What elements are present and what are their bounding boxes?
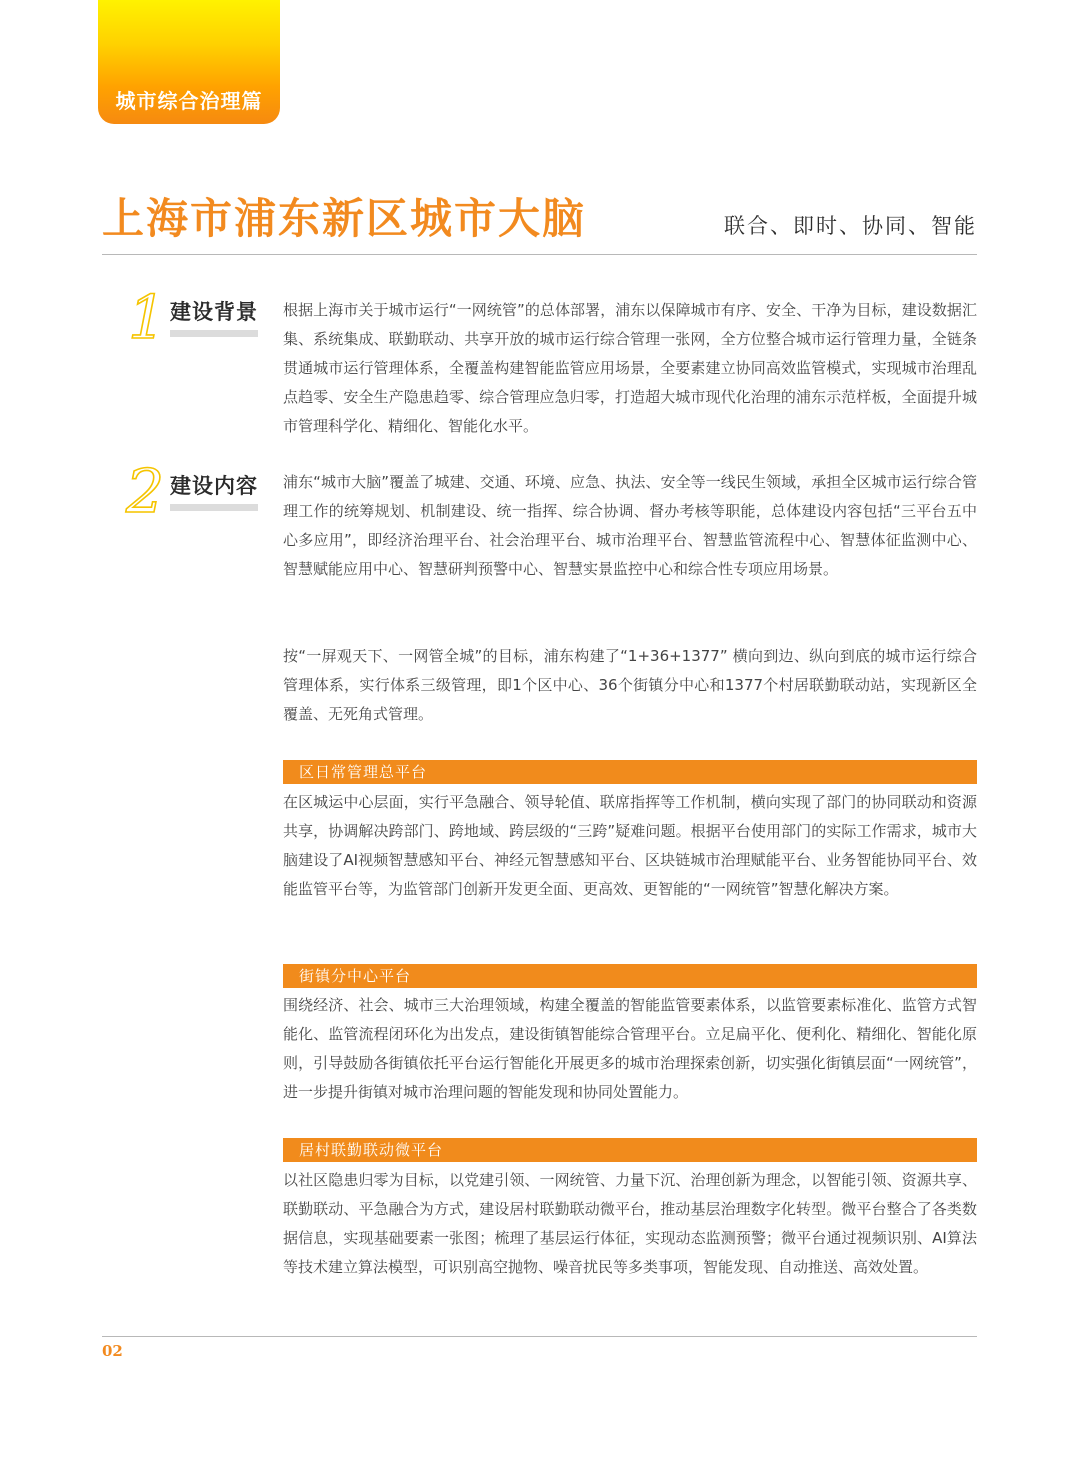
- numeral-one-icon: [124, 284, 172, 348]
- svg-text:1: 1: [128, 284, 167, 348]
- section-heading-background: [124, 284, 274, 354]
- platform-heading-street: 街镇分中心平台: [283, 964, 977, 988]
- svg-text:2: 2: [126, 458, 165, 522]
- section-tab: [98, 0, 280, 124]
- section-tab-label: 城市综合治理篇: [115, 89, 263, 113]
- page-title: 上海市浦东新区城市大脑: [102, 194, 587, 243]
- content-paragraph-1: 浦东“城市大脑”覆盖了城建、交通、环境、应急、执法、安全等一线民生领域，承担全区城市运行综合管理工作的统筹规划、机制建设、统一指挥、综合协调、督办考核等职能，总体建设内容包括“三平台五中心多应用”，即经济治理平台、社会治理平台、城市治理平台、智慧监管流程中心、智慧体征监测中心、智慧赋能应用中心、智慧研判预警中心、智慧实景监控中心和综合性专项应用场景。: [283, 473, 977, 578]
- section-label-content: 建设内容: [170, 474, 258, 498]
- section-heading-content: [124, 458, 274, 528]
- background-paragraph: 根据上海市关于城市运行“一网统管”的总体部署，浦东以保障城市有序、安全、干净为目标，建设数据汇集、系统集成、联勤联动、共享开放的城市运行综合管理一张网，全方位整合城市运行管理力量，全链条贯通城市运行管理体系，全覆盖构建智能监管应用场景，全要素建立协同高效监管模式，实现城市治理乱点趋零、安全生产隐患趋零、综合管理应急归零，打造超大城市现代化治理的浦东示范样板，全面提升城市管理科学化、精细化、智能化水平。: [283, 301, 977, 435]
- content-paragraph-2: 按“一屏观天下、一网管全城”的目标，浦东构建了“1+36+1377” 横向到边、纵向到底的城市运行综合管理体系，实行体系三级管理，即1个区中心、36个街镇分中心和1377个村居联勤联动站，实现新区全覆盖、无死角式管理。: [283, 647, 977, 723]
- platform-heading-village: 居村联勤联动微平台: [283, 1138, 977, 1162]
- platform-body-district: 在区城运中心层面，实行平急融合、领导轮值、联席指挥等工作机制，横向实现了部门的协同联动和资源共享，协调解决跨部门、跨地域、跨层级的“三跨”疑难问题。根据平台使用部门的实际工作需求，城市大脑建设了AI视频智慧感知平台、神经元智慧感知平台、区块链城市治理赋能平台、业务智能协同平台、效能监管平台等，为监管部门创新开发更全面、更高效、更智能的“一网统管”智慧化解决方案。: [283, 793, 977, 898]
- title-divider: [102, 254, 977, 255]
- platform-heading-district: 区日常管理总平台: [283, 760, 977, 784]
- platform-body-village: 以社区隐患归零为目标，以党建引领、一网统管、力量下沉、治理创新为理念，以智能引领、资源共享、联勤联动、平急融合为方式，建设居村联勤联动微平台，推动基层治理数字化转型。微平台整合了各类数据信息，实现基础要素一张图；梳理了基层运行体征，实现动态监测预警；微平台通过视频识别、AI算法等技术建立算法模型，可识别高空抛物、噪音扰民等多类事项，智能发现、自动推送、高效处置。: [283, 1171, 977, 1276]
- section-label-underline: [170, 330, 258, 337]
- page-number: 02: [102, 1342, 123, 1360]
- footer-divider: [102, 1336, 977, 1337]
- section-label-background: 建设背景: [170, 300, 258, 324]
- page-subtitle: 联合、即时、协同、智能: [724, 214, 977, 238]
- platform-body-street: 围绕经济、社会、城市三大治理领域，构建全覆盖的智能监管要素体系，以监管要素标准化、监管方式智能化、监管流程闭环化为出发点，建设街镇智能综合管理平台。立足扁平化、便利化、精细化、智能化原则，引导鼓励各街镇依托平台运行智能化开展更多的城市治理探索创新，切实强化街镇层面“一网统管”，进一步提升街镇对城市治理问题的智能发现和协同处置能力。: [283, 996, 977, 1101]
- numeral-two-icon: [124, 458, 172, 522]
- section-label-underline: [170, 504, 258, 511]
